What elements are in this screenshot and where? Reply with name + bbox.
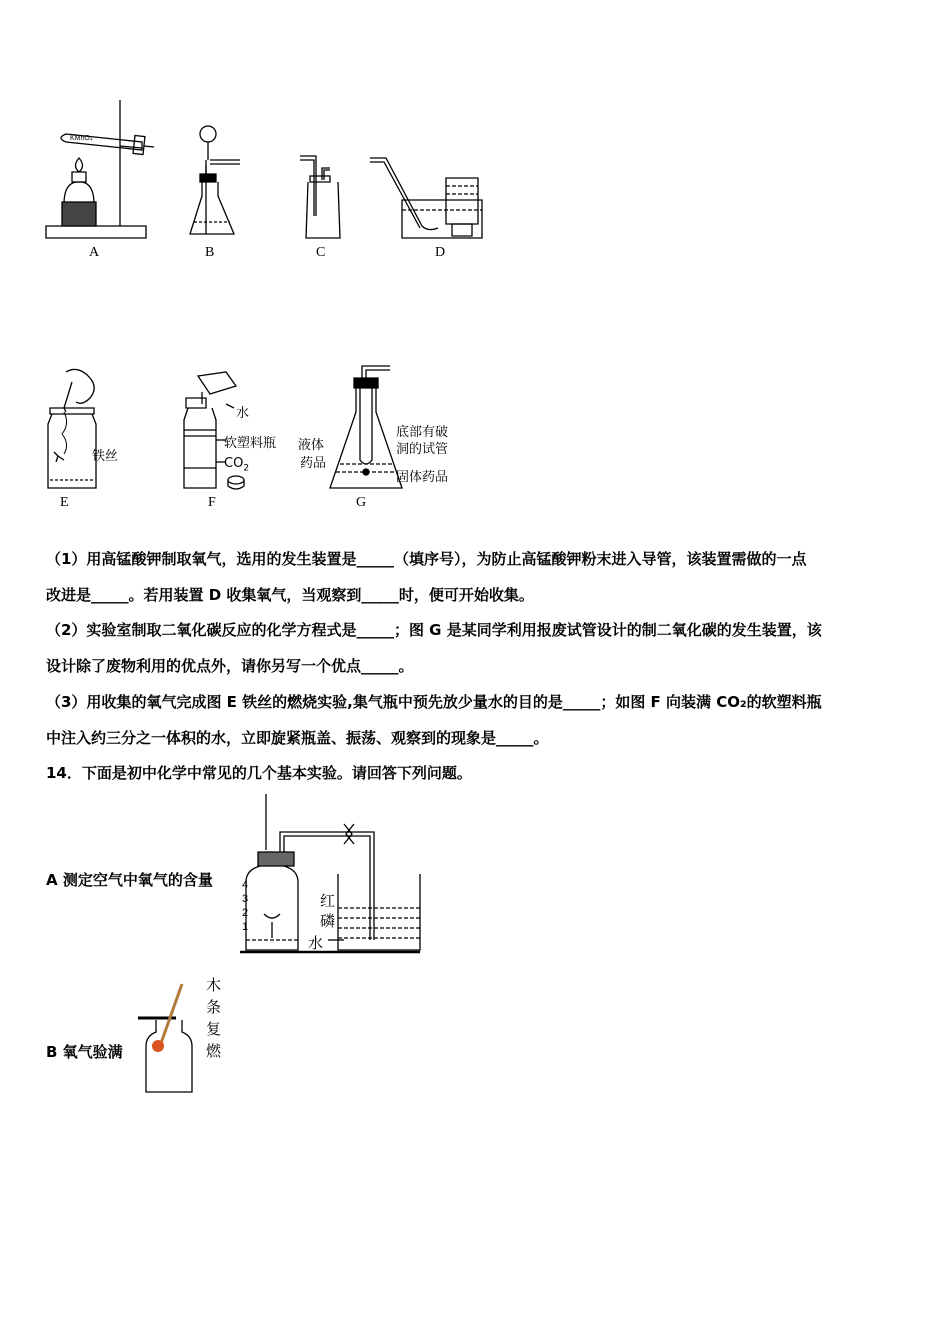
scale-2: 2 — [242, 907, 249, 919]
apparatus-d-diagram — [366, 96, 486, 246]
question-3-line-2: 中注入约三分之一体积的水，立即旋紧瓶盖、振荡、观察到的现象是_____。 — [46, 729, 549, 747]
experiment-a-diagram — [240, 790, 420, 960]
apparatus-a-diagram — [42, 96, 152, 246]
label-liquid-1: 液体 — [298, 438, 325, 453]
question-14: 14．下面是初中化学中常见的几个基本实验。请回答下列问题。 — [46, 764, 472, 782]
apparatus-c-diagram — [296, 96, 356, 246]
label-b-text-3: 复 — [206, 1020, 222, 1038]
label-tube-2: 洞的试管 — [396, 442, 449, 457]
label-iron-wire: 铁丝 — [92, 449, 119, 464]
apparatus-f-diagram — [176, 364, 256, 494]
question-2-line-1: （2）实验室制取二氧化碳反应的化学方程式是_____；图 G 是某同学利用报废试管设计的制二氧化碳的发生装置，该 — [46, 621, 822, 639]
scale-4: 4 — [242, 879, 249, 891]
experiment-b-label: B 氧气验满 — [46, 1043, 123, 1061]
label-solid: 固体药品 — [396, 470, 449, 485]
scale-3: 3 — [242, 893, 249, 905]
label-soft-bottle: 软塑料瓶 — [224, 436, 277, 451]
question-3-line-1: （3）用收集的氧气完成图 E 铁丝的燃烧实验,集气瓶中预先放少量水的目的是_____；如图 F 向装满 CO₂的软塑料瓶 — [46, 693, 822, 711]
label-b-text-2: 条 — [206, 998, 222, 1016]
label-liquid-2: 药品 — [300, 456, 327, 471]
label-water-f: 水 — [236, 406, 250, 421]
label-water-a: 水 — [308, 934, 324, 952]
apparatus-b-diagram — [188, 96, 258, 246]
experiment-a-label: A 测定空气中氧气的含量 — [46, 871, 213, 889]
figure-label-d: D — [435, 245, 446, 260]
svg-text:KMnO₄: KMnO₄ — [70, 135, 93, 142]
label-b-text-4: 燃 — [206, 1042, 222, 1060]
scale-1: 1 — [242, 921, 249, 933]
figure-label-g: G — [356, 495, 367, 510]
question-1-line-2: 改进是_____。若用装置 D 收集氧气，当观察到_____时，便可开始收集。 — [46, 586, 534, 604]
figure-label-e: E — [60, 495, 69, 510]
figure-label-b: B — [205, 245, 215, 260]
question-2-line-2: 设计除了废物利用的优点外，请你另写一个优点_____。 — [46, 657, 414, 675]
question-1-line-1: （1）用高锰酸钾制取氧气，选用的发生装置是_____（填序号），为防止高锰酸钾粉末进入导管，该装置需做的一点 — [46, 550, 807, 568]
apparatus-e-diagram — [42, 364, 112, 494]
label-co2: $CO_2$ — [224, 456, 250, 474]
figure-label-c: C — [316, 245, 326, 260]
label-red-phosphorus-1: 红 — [320, 892, 336, 910]
figure-label-f: F — [208, 495, 216, 510]
figure-label-a: A — [89, 245, 100, 260]
label-red-phosphorus-2: 磷 — [320, 912, 336, 930]
label-tube-1: 底部有破 — [396, 425, 449, 440]
label-b-text-1: 木 — [206, 976, 222, 994]
experiment-b-diagram — [136, 980, 216, 1100]
